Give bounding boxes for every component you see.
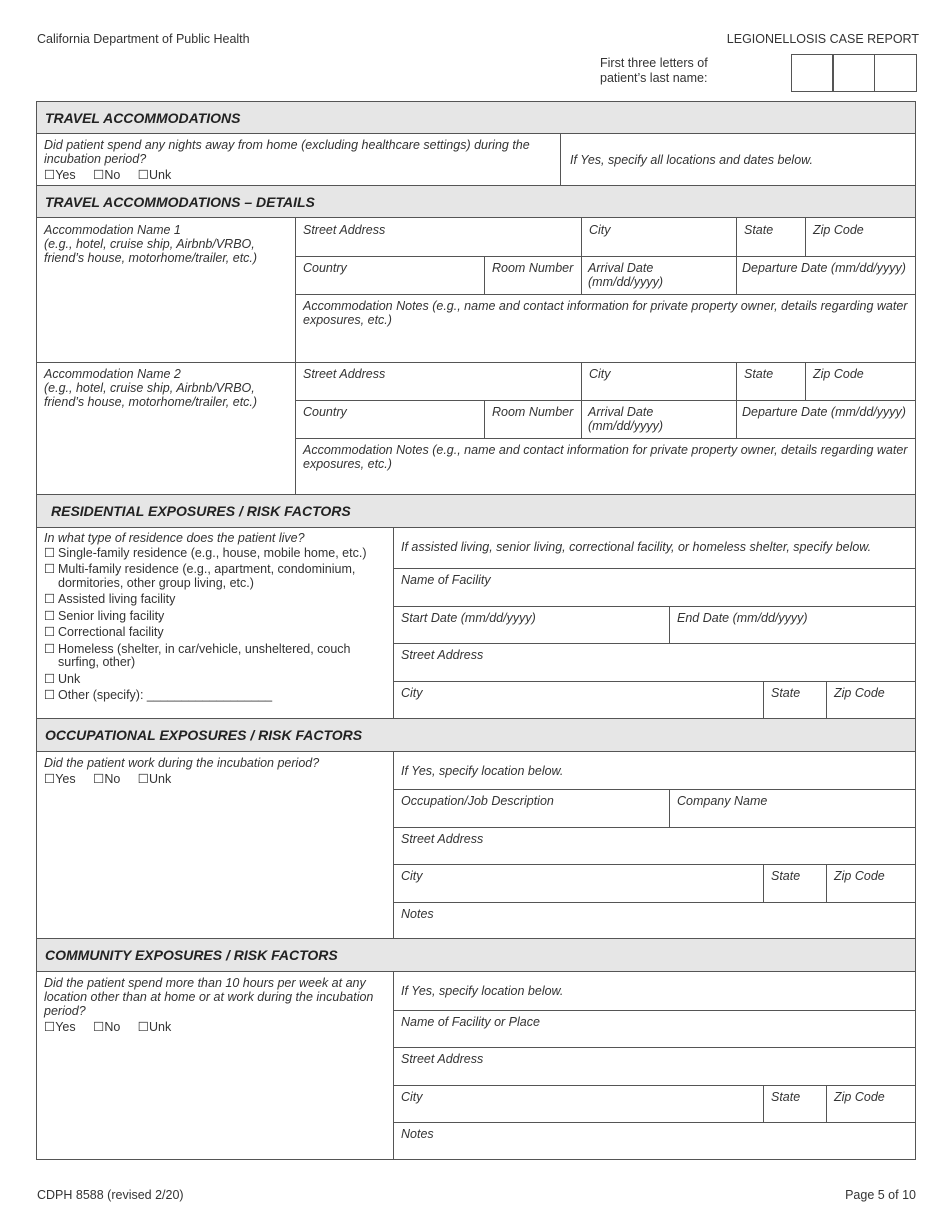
occupational-zip[interactable]: Zip Code <box>834 869 885 883</box>
community-if-yes: If Yes, specify location below. <box>401 984 564 998</box>
residential-if-note: If assisted living, senior living, correctional facility, or homeless shelter, specify below. <box>401 540 872 554</box>
occupation-description[interactable]: Occupation/Job Description <box>401 794 554 808</box>
occupational-city[interactable]: City <box>401 869 423 883</box>
occupational-if-yes: If Yes, specify location below. <box>401 764 564 778</box>
accommodation-2-country[interactable]: Country <box>303 405 347 419</box>
initials-label: First three letters of patient’s last name: <box>600 56 708 85</box>
accommodation-2-notes[interactable]: Accommodation Notes (e.g., name and contact information for private property owner, details regarding water exposures, etc.) <box>303 443 908 471</box>
travel-question: Did patient spend any nights away from home (excluding healthcare settings) during the incubation period? <box>44 138 530 166</box>
accommodation-2-city[interactable]: City <box>589 367 611 381</box>
residential-facility-name[interactable]: Name of Facility <box>401 573 491 587</box>
residential-section <box>36 494 916 719</box>
residential-city[interactable]: City <box>401 686 423 700</box>
occupational-question: Did the patient work during the incubation period? <box>44 756 320 770</box>
community-notes[interactable]: Notes <box>401 1127 434 1141</box>
accommodation-2-room[interactable]: Room Number <box>492 405 574 419</box>
travel-unk-checkbox[interactable]: ☐Unk <box>137 168 172 182</box>
residential-heading: RESIDENTIAL EXPOSURES / RISK FACTORS <box>37 495 915 528</box>
travel-details-section <box>36 185 916 495</box>
residence-type-cell <box>37 528 393 718</box>
page-number: Page 5 of 10 <box>845 1188 916 1202</box>
accommodation-2-state[interactable]: State <box>744 367 774 381</box>
accommodation-1-name[interactable]: Accommodation Name 1 (e.g., hotel, cruise ship, Airbnb/VRBO, friend’s house, motorhome/trailer, etc.) <box>44 223 258 265</box>
accommodation-1-state[interactable]: State <box>744 223 774 237</box>
occupational-options <box>44 772 386 786</box>
accommodation-1-arrival[interactable]: Arrival Date (mm/dd/yyyy) <box>588 261 663 289</box>
travel-section <box>36 101 916 186</box>
residential-zip[interactable]: Zip Code <box>834 686 885 700</box>
residence-unk-checkbox[interactable]: ☐ Unk <box>44 671 81 686</box>
travel-question-cell <box>37 134 561 186</box>
community-no-checkbox[interactable]: ☐No <box>93 1020 121 1034</box>
residential-street[interactable]: Street Address <box>401 648 484 662</box>
residence-other-checkbox[interactable]: ☐ Other (specify): __________________ <box>44 688 273 702</box>
occupational-question-cell <box>37 752 393 938</box>
accommodation-1-departure[interactable]: Departure Date (mm/dd/yyyy) <box>742 261 906 275</box>
occupational-section <box>36 718 916 939</box>
travel-heading: TRAVEL ACCOMMODATIONS <box>37 102 915 134</box>
community-city[interactable]: City <box>401 1090 423 1104</box>
residential-end-date[interactable]: End Date (mm/dd/yyyy) <box>677 611 808 625</box>
accommodation-1-room[interactable]: Room Number <box>492 261 574 275</box>
initial-box-3[interactable] <box>874 54 917 92</box>
community-street[interactable]: Street Address <box>401 1052 484 1066</box>
community-heading: COMMUNITY EXPOSURES / RISK FACTORS <box>37 939 915 972</box>
residence-senior-living-checkbox[interactable]: ☐ Senior living facility <box>44 608 165 623</box>
residential-state[interactable]: State <box>771 686 801 700</box>
residence-type-question: In what type of residence does the patient live? <box>44 531 305 545</box>
community-state[interactable]: State <box>771 1090 801 1104</box>
company-name[interactable]: Company Name <box>677 794 768 808</box>
accommodation-1-street[interactable]: Street Address <box>303 223 386 237</box>
accommodation-1-country[interactable]: Country <box>303 261 347 275</box>
residence-assisted-living-checkbox[interactable]: ☐ Assisted living facility <box>44 592 176 606</box>
occupational-no-checkbox[interactable]: ☐No <box>93 772 121 786</box>
community-question-cell <box>37 972 393 1159</box>
occupational-notes[interactable]: Notes <box>401 907 434 921</box>
report-title: LEGIONELLOSIS CASE REPORT <box>726 32 919 46</box>
residence-single-family-checkbox[interactable]: ☐ Single-family residence (e.g., house, mobile home, etc.) <box>44 545 367 560</box>
accommodation-1-city[interactable]: City <box>589 223 611 237</box>
accommodation-2-street[interactable]: Street Address <box>303 367 386 381</box>
initial-box-2[interactable] <box>832 54 875 92</box>
occupational-state[interactable]: State <box>771 869 801 883</box>
travel-if-yes: If Yes, specify all locations and dates below. <box>570 153 813 167</box>
accommodation-2-name[interactable]: Accommodation Name 2 (e.g., hotel, cruise ship, Airbnb/VRBO, friend’s house, motorhome/trailer, etc.) <box>44 367 258 409</box>
accommodation-2-zip[interactable]: Zip Code <box>813 367 864 381</box>
occupational-heading: OCCUPATIONAL EXPOSURES / RISK FACTORS <box>37 719 915 752</box>
community-yes-checkbox[interactable]: ☐Yes <box>44 1020 76 1034</box>
accommodation-1-zip[interactable]: Zip Code <box>813 223 864 237</box>
occupational-yes-checkbox[interactable]: ☐Yes <box>44 772 76 786</box>
agency-name: California Department of Public Health <box>37 32 250 46</box>
accommodation-1-notes[interactable]: Accommodation Notes (e.g., name and contact information for private property owner, details regarding water exposures, etc.) <box>303 299 908 327</box>
form-id: CDPH 8588 (revised 2/20) <box>37 1188 184 1202</box>
travel-yes-checkbox[interactable]: ☐Yes <box>44 168 76 182</box>
residence-homeless-checkbox[interactable]: ☐ Homeless (shelter, in car/vehicle, unsheltered, couch surfing, other) <box>44 641 351 669</box>
community-unk-checkbox[interactable]: ☐Unk <box>137 1020 172 1034</box>
travel-no-checkbox[interactable]: ☐No <box>93 168 121 182</box>
accommodation-2-arrival[interactable]: Arrival Date (mm/dd/yyyy) <box>588 405 663 433</box>
community-zip[interactable]: Zip Code <box>834 1090 885 1104</box>
residence-multi-family-checkbox[interactable]: ☐ Multi-family residence (e.g., apartment, condominium, dormitories, other group living, etc.) <box>44 562 356 590</box>
occupational-street[interactable]: Street Address <box>401 832 484 846</box>
community-options <box>44 1020 386 1034</box>
accommodation-2-departure[interactable]: Departure Date (mm/dd/yyyy) <box>742 405 906 419</box>
residential-start-date[interactable]: Start Date (mm/dd/yyyy) <box>401 611 536 625</box>
community-section <box>36 938 916 1160</box>
occupational-unk-checkbox[interactable]: ☐Unk <box>137 772 172 786</box>
residence-correctional-checkbox[interactable]: ☐ Correctional facility <box>44 625 164 639</box>
community-facility-name[interactable]: Name of Facility or Place <box>401 1015 540 1029</box>
initial-box-1[interactable] <box>791 54 834 92</box>
travel-details-heading: TRAVEL ACCOMMODATIONS – DETAILS <box>37 186 915 218</box>
community-question: Did the patient spend more than 10 hours per week at any location other than at home or at work during the incubation period? <box>44 976 374 1018</box>
travel-options <box>44 168 554 182</box>
